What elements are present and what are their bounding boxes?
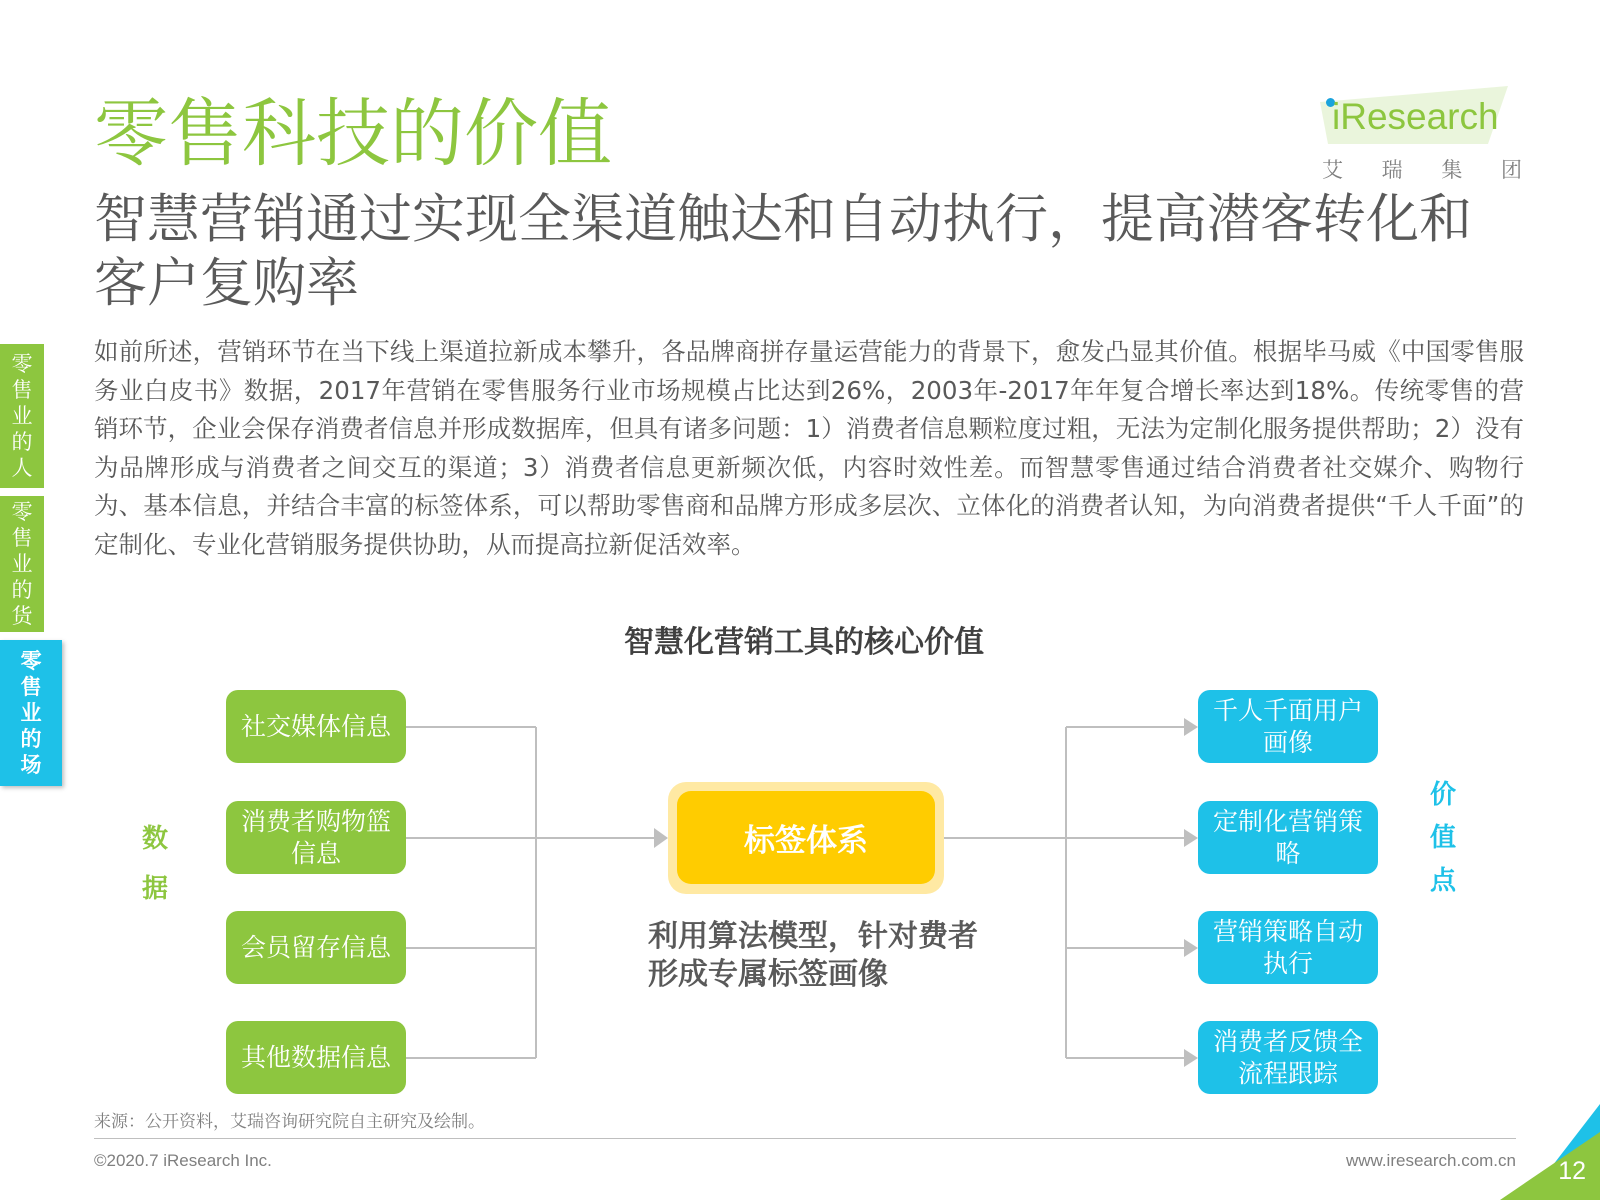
side-tab-char: 业: [11, 552, 33, 576]
page-title: 零售科技的价值: [94, 91, 612, 177]
arrow-head-icon: [654, 828, 668, 848]
side-tab-char: 售: [11, 526, 33, 550]
logo-sub-char: 艾: [1322, 158, 1343, 182]
value-label-char: 点: [1430, 866, 1457, 896]
side-tab-char: 售: [20, 675, 42, 699]
data-label: [142, 814, 168, 914]
website-link[interactable]: www.iresearch.com.cn: [1345, 1151, 1516, 1170]
side-tab-char: 场: [20, 753, 42, 777]
side-tab-char: 零: [11, 500, 33, 524]
input-node-social-media: 社交媒体信息: [226, 690, 406, 763]
data-label-char: 数: [142, 824, 169, 854]
logo-sub-char: 团: [1500, 158, 1522, 182]
data-label-char: 据: [142, 874, 169, 904]
output-node-user-profile: 千人千面用户画像: [1198, 690, 1378, 763]
page-subtitle: 智慧营销通过实现全渠道触达和自动执行，提高潜客转化和客户复购率: [94, 189, 1472, 314]
copyright: ©2020.7 iResearch Inc.: [94, 1151, 272, 1170]
side-tab-char: 人: [11, 456, 33, 480]
output-node-auto-execution: 营销策略自动执行: [1198, 911, 1378, 984]
footer-divider: [94, 1138, 1516, 1139]
arrow-head-icon: [1184, 718, 1198, 736]
diagram-title: 智慧化营销工具的核心价值: [624, 625, 984, 660]
arrow-head-icon: [1184, 939, 1198, 957]
logo-name: iResearch: [1332, 96, 1499, 137]
source-note: 来源：公开资料，艾瑞咨询研究院自主研究及绘制。: [94, 1112, 485, 1132]
page-number: 12: [1558, 1157, 1586, 1185]
input-node-shopping-basket: 消费者购物篮信息: [226, 801, 406, 874]
side-tab-char: 业: [11, 404, 33, 428]
output-node-feedback-tracking: 消费者反馈全流程跟踪: [1198, 1021, 1378, 1094]
core-caption: 利用算法模型，针对费者形成专属标签画像: [648, 919, 978, 992]
side-tab-char: 售: [11, 378, 33, 402]
side-tab-char: 的: [20, 727, 42, 751]
body-paragraph: 如前所述，营销环节在当下线上渠道拉新成本攀升，各品牌商拼存量运营能力的背景下，愈发凸显其价值。根据毕马威《中国零售服务业白皮书》数据，2017年营销在零售服务行业市场规模占比达到26%，2003年-2017年年复合增长率达到18%。传统零售的营销环节，企业会保存消费者信息并形成数据库，但具有诸多问题：1）消费者信息颗粒度过粗，无法为定制化服务提供帮助；2）没有为品牌形成与消费者之间交互的渠道；3）消费者信息更新频次低，内容时效性差。而智慧零售通过结合消费者社交媒介、购物行为、基本信息，并结合丰富的标签体系，可以帮助零售商和品牌方形成多层次、立体化的消费者认知，为向消费者提供“千人千面”的定制化、专业化营销服务提供协助，从而提高拉新促活效率。: [94, 337, 1524, 559]
input-node-other-data: 其他数据信息: [226, 1021, 406, 1094]
side-tab-char: 零: [20, 649, 42, 673]
core-node-tag-system: 标签体系: [677, 791, 935, 884]
logo-sub-char: 瑞: [1381, 158, 1403, 182]
side-tab-char: 的: [11, 430, 33, 454]
output-node-custom-strategy: 定制化营销策略: [1198, 801, 1378, 874]
side-tab-char: 业: [20, 701, 42, 725]
value-label-char: 值: [1430, 823, 1457, 853]
value-label-char: 价: [1430, 780, 1457, 810]
side-tab-char: 零: [11, 352, 33, 376]
input-node-membership: 会员留存信息: [226, 911, 406, 984]
arrow-head-icon: [1184, 1049, 1198, 1067]
logo-sub-char: 集: [1441, 158, 1463, 182]
side-tab-char: 货: [11, 604, 33, 628]
side-tab-char: 的: [11, 578, 33, 602]
arrow-head-icon: [1184, 829, 1198, 847]
value-point-label: [1430, 774, 1456, 903]
